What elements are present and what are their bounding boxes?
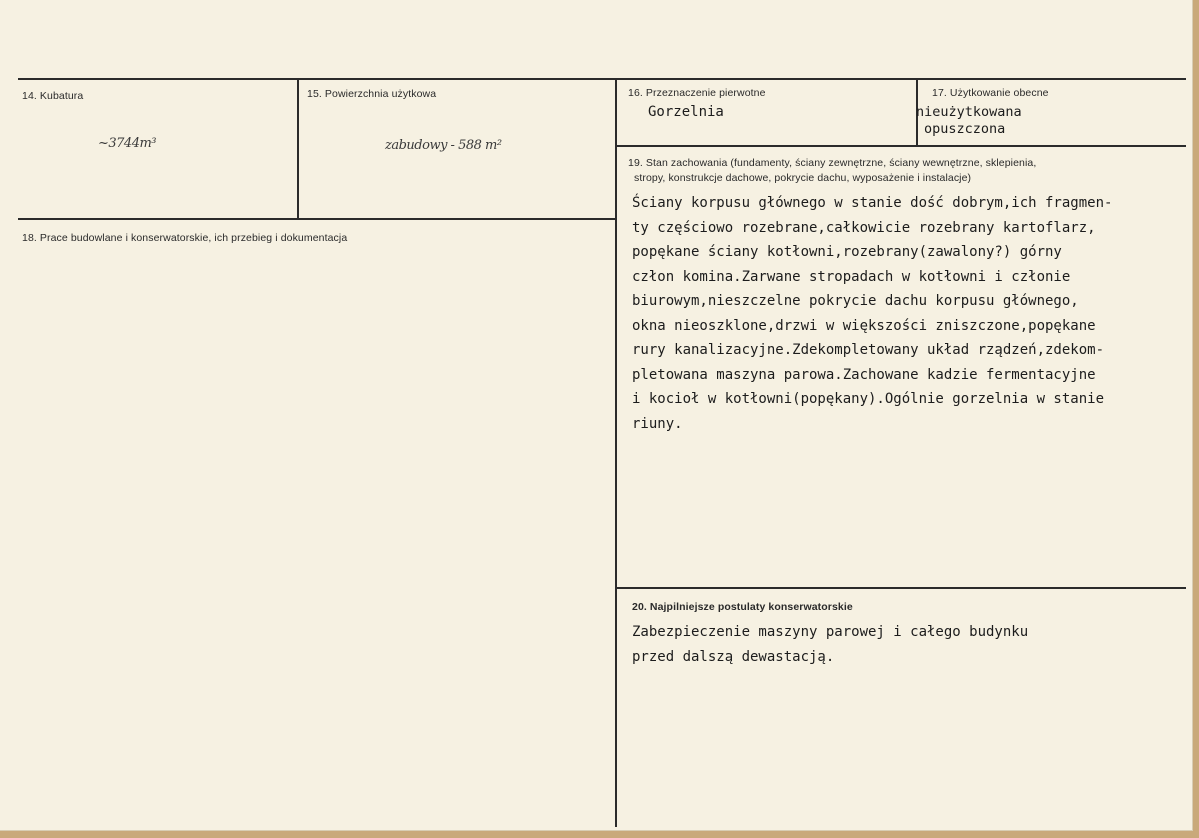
rule-below-14-15 — [18, 218, 616, 220]
divider-14-15 — [297, 79, 299, 219]
field-16-value: Gorzelnia — [648, 104, 724, 120]
field-14-value: ~3744m³ — [98, 136, 157, 151]
field-16-label: 16. Przeznaczenie pierwotne — [628, 87, 766, 99]
field-20-label: 20. Najpilniejsze postulaty konserwatorskie — [632, 601, 853, 613]
field-19-label-line2: stropy, konstrukcje dachowe, pokrycie dachu, wyposażenie i instalacje) — [634, 172, 972, 184]
divider-left-right — [615, 79, 617, 827]
field-19-label-line1: 19. Stan zachowania (fundamenty, ściany zewnętrzne, ściany wewnętrzne, sklepienia, — [628, 157, 1037, 169]
top-rule — [18, 78, 1186, 80]
field-17-value-line1: nieużytkowana — [916, 104, 1022, 120]
field-19-text: Ściany korpusu głównego w stanie dość dobrym,ich fragmen- ty częściowo rozebrane,całkowicie rozebrany kartoflarz, popękane ściany kotłowni,rozebrany(zawalony?) górny człon komina.Zarwane stropadach w kotłowni i członie biurowym,nieszczelne pokrycie dachu korpusu głównego, okna nieoszklone,drzwi w większości zniszczone,popękane rury kanalizacyjne.Zdekompletowany układ rządzeń,zdekom- pletowana maszyna parowa.Zachowane kadzie fermentacyjne i kocioł w kotłowni(popękany).Ogólnie gorzelnia w stanie riuny. — [632, 195, 1113, 432]
field-15-value: zabudowy - 588 m² — [385, 138, 502, 153]
rule-below-16-17 — [616, 145, 1186, 147]
field-18-label: 18. Prace budowlane i konserwatorskie, ich przebieg i dokumentacja — [22, 232, 348, 244]
rule-below-19 — [616, 587, 1186, 589]
field-17-label: 17. Użytkowanie obecne — [932, 87, 1049, 99]
field-14-label: 14. Kubatura — [22, 90, 84, 102]
field-20-text: Zabezpieczenie maszyny parowej i całego budynku przed dalszą dewastacją. — [632, 624, 1029, 665]
field-15-label: 15. Powierzchnia użytkowa — [307, 88, 437, 100]
field-17-value-line2: opuszczona — [924, 121, 1006, 137]
